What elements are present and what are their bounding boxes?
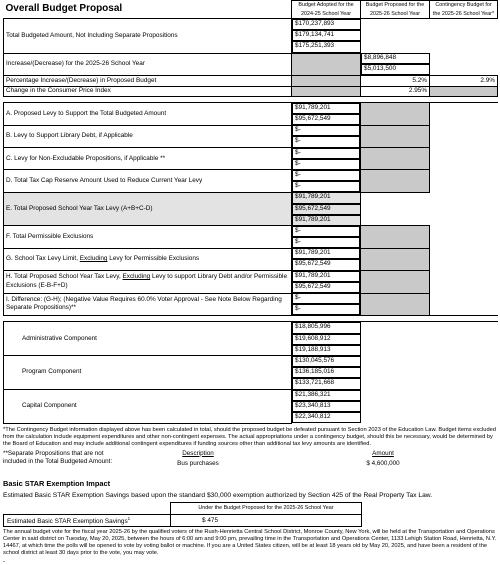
row-label: Total Budgeted Amount, Not Including Separate Propositions [4,19,292,54]
table-row [4,76,498,86]
desc-value: Bus purchases [177,459,219,467]
cell-value: $ 130,045,576 [292,356,361,367]
desc-header: Description [182,449,214,457]
table-row [4,226,498,248]
cell-value: $ 21,386,321 [292,390,361,401]
row-label: B. Levy to Support Library Debt, if Applicable [4,125,292,147]
row-label: A. Proposed Levy to Support the Total Budgeted Amount [4,102,292,125]
table-row [4,293,498,316]
star-value-cell: $ 475 [171,514,362,526]
table-row [4,102,498,125]
cell-value: $ - [292,159,360,170]
amount-value: $ 4,600,000 [366,459,400,467]
table-row [4,170,498,192]
cell-value: $ - [292,148,360,159]
cell-value: $ 5,013,500 [361,64,430,75]
table-row [4,271,498,293]
cell-value: $ 22,340,812 [292,412,361,423]
cell-value: $ 91,789,201 [292,215,361,226]
cell-value: $ 91,789,201 [292,192,361,203]
cell-value: $ - [292,237,360,248]
cell-value: $ 179,134,741 [292,30,361,41]
cell-value: $ 95,672,549 [292,114,360,125]
page-title: Overall Budget Proposal [4,1,292,19]
cell-value: $ - [292,181,360,192]
cell-value: 5.2% [361,76,430,86]
row-label: G. School Tax Levy Limit, Excluding Levy for Permissible Exclusions [4,248,292,270]
row-label: Administrative Component [4,322,292,356]
gray-cell [361,226,430,248]
cell-value: $ - [292,293,360,304]
row-label: H. Total Proposed School Year Tax Levy, Excluding Levy to support Library Debt and/or Permissible Exclusions (E-B-F+D) [4,271,292,293]
table-row [4,86,498,96]
star-description: Estimated Basic STAR Exemption Savings based upon the standard $30,000 exemption authorized by Section 425 of the Real Property Tax Law. [3,491,433,499]
cell-value: 2.9% [430,76,498,86]
budget-page [3,0,497,565]
row-label: Program Component [4,356,292,390]
cell-value: $ 95,672,549 [292,204,361,215]
cell-value: $ - [292,136,360,147]
contingency-note: *The Contingency Budget information displayed above has been calculated in total, should the proposed budget be defeated pursuant to Section 2023 of the Education Law. Budget items excluded from the calculation include equipment expenditures and other non-contingent expenses. The actual appropriations under a contingency budget, should this be necessary, would be determined by the Board of Education and may include additional contingent expenditures if funding sources other than additional tax levy amounts are identified. [3,426,496,447]
vote-note: The annual budget vote for the fiscal year 2025-26 by the qualified voters of the Rush-Henrietta Central School District, Monroe County, New York, will be held at the Transportation and Operations Center in said district on Tuesday, May 20, 2025, between the hours of 6:00 am and 9:00 pm, prevailing time in the Transportation and Operations Center, 1133 Lehigh Station Road, Henrietta, N.Y. 14467, at which time the polls will be opened to vote by voting ballot or machine. If you are a United States citizen, will be at least 18 years old by May 20, 2025, and have been a resident of the school district at least 30 days prior to the vote, you may vote. [3,528,497,556]
cell-value: $ - [292,226,360,237]
row-label: I. Difference: (G-H); (Negative Value Requires 60.0% Voter Approval - See Note Below Regarding Separate Propositions)** [4,293,292,316]
gray-cell [361,293,430,316]
gray-cell [361,271,430,293]
table-row [4,356,498,390]
header-row [4,1,498,19]
separate-amount [333,450,433,467]
table-row [4,53,498,76]
gray-cell [430,86,498,96]
star-table [3,502,362,527]
table-row [4,192,498,226]
separate-propositions [3,450,497,467]
cell-value: $ 19,608,912 [292,334,361,345]
cell-value: $ 91,789,201 [292,103,360,114]
table-row [4,148,498,170]
gray-cell [361,248,430,270]
separate-description [133,450,263,467]
cell-value: $ 91,789,201 [292,271,360,282]
table-row [4,125,498,147]
row-label: Change in the Consumer Price Index [4,86,292,96]
cell-value: $ 95,672,549 [292,282,360,293]
star-header: Under the Budget Proposed for the 2025-26 School Year [171,502,362,514]
cell-value: $ - [292,170,360,181]
cell-value: $ 95,672,549 [292,259,360,270]
cell-value: $ 170,237,893 [292,19,361,30]
table-row [4,19,498,54]
cell-value: $ - [292,304,360,315]
amount-header: Amount [372,449,394,457]
row-label: F. Total Permissible Exclusions [4,226,292,248]
cell-value: $ 136,185,016 [292,367,361,378]
star-label: Estimated Basic STAR Exemption Savings$^1$ [4,514,171,526]
cell-value: $ 23,340,813 [292,401,361,412]
cell-value: $ 19,188,913 [292,345,361,356]
footer-dash: - [3,558,5,565]
row-label: Capital Component [4,390,292,424]
gray-cell [292,86,361,96]
cell-value: $ 91,789,201 [292,248,360,259]
table-row [4,248,498,270]
gray-cell [361,170,430,192]
star-title: Basic STAR Exemption Impact [3,478,111,488]
table-row [4,390,498,424]
row-label: D. Total Tax Cap Reserve Amount Used to Reduce Current Year Levy [4,170,292,192]
row-label: C. Levy for Non-Excludable Propositions, if Applicable ** [4,148,292,170]
table-row [4,322,498,356]
gray-cell [361,125,430,147]
gray-cell [361,148,430,170]
gray-cell [361,102,430,125]
col-header-proposed: Budget Proposed for the 2025-26 School Year [361,1,430,19]
cell-value: 2.95% [361,86,430,96]
cell-value: $ 175,251,393 [292,41,361,52]
separate-label: **Separate Propositions that are not included in the Total Budgeted Amount: [3,449,113,465]
cell-value: $ 18,805,996 [292,322,361,333]
col-header-contingency: Contingency Budget for the 2025-26 School Year* [430,1,498,19]
gray-cell [292,53,361,76]
budget-table [3,0,498,424]
gray-cell [292,76,361,86]
col-header-adopted: Budget Adopted for the 2024-25 School Year [292,1,361,19]
cell-value: $ - [292,125,360,136]
row-label: Percentage Increase/(Decrease) in Proposed Budget [4,76,292,86]
cell-value: $ 8,896,848 [361,53,430,64]
row-label: Increase/(Decrease) for the 2025-26 School Year [4,53,292,76]
row-label: E. Total Proposed School Year Tax Levy (A+B+C-D) [4,192,292,226]
cell-value: $ 133,721,668 [292,378,361,389]
